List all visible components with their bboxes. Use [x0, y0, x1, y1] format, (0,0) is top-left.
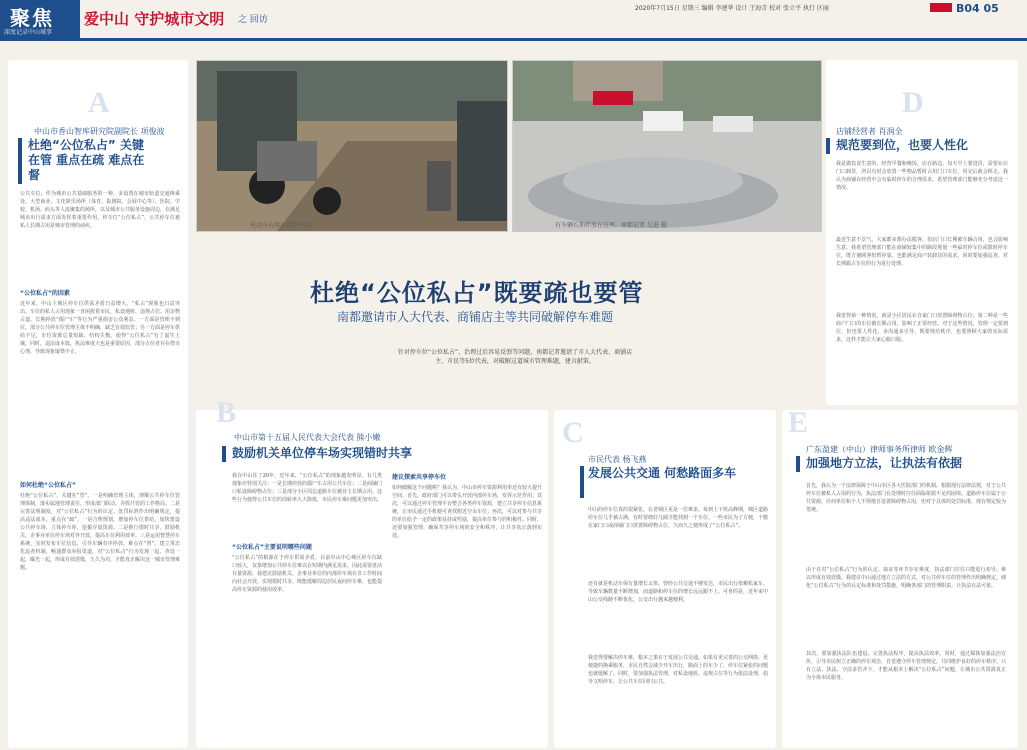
section-body-3: 其次，要加强执法队伍建设，完善执法程序，提高执法效率。同时，通过媒体加强法治宣传，引导市民树立正确的停车观念，自觉遵守停车管理规定，共同维护良好的停车秩序。只有立法、执法、守法多管齐下，才能从根本上解决“公位私占”问题，让城市公共资源真正为全体市民服务。: [806, 651, 1006, 681]
section-c-panel: [554, 410, 776, 748]
section-body-3: 如何破解这个问题呢？我认为，中山市停车资源利用率还有较大提升空间。首先，政府部门可以带头开放内部停车场，发挥示范作用；其次，可以通过停车管理平台整合各类停车资源，建立共享停车信息系统，让市民通过手机便可查找附近空余车位；再次，可以对参与共享的单位给予一定的政策扶持或奖励，提高单位参与的积极性。同时，还要加强管理，确保共享停车场的安全和秩序，让共享真正落到实处。: [392, 485, 542, 539]
section-letter: A: [88, 86, 110, 119]
section-author: 市民代表 杨飞燕: [588, 455, 647, 464]
section-author: 广东盈建（中山）律师事务所律师 欧金辉: [806, 445, 953, 454]
red-tag: [930, 3, 952, 12]
section-e-panel: [782, 406, 1018, 748]
section-letter: D: [902, 86, 924, 119]
title-bar: [826, 138, 830, 154]
section-body-1: 我是做饮食生意的，经营早餐和晚饭，店在路边。每天早上要进货，需要在店门口卸货，所以有时会放置一些物品暂时占用门口车位，用完后就会移走。我认为商铺在经营中会有临时停车的合理需求，希望管理部门能够充分考虑这一情况。: [836, 161, 1008, 191]
section-subhead-1: “公位私占”的因素: [20, 290, 70, 297]
title-bar: [796, 456, 800, 472]
campaign-banner-sub: 之 回访: [238, 15, 268, 25]
section-d-panel: [826, 60, 1018, 405]
main-headline: 杜绝“公位私占”既要疏也要管: [310, 279, 644, 307]
section-subhead-2: 建议探索共享停车位: [392, 474, 447, 481]
main-subheadline: 南都邀请市人大代表、商铺店主等共同破解停车难题: [337, 310, 614, 324]
section-body-1: 中山的停车位真的很紧张，在老城区更是一位难求。每到上下班高峰期，城区道路停车位几乎被占满，有时要绕好几圈才能找到一个车位。一些市民为了方便，干脆在家门口或商铺门口放置障碍物占位，久而久之便形成了“公位私占”。: [588, 507, 768, 529]
photo-1-caption: 电动车占用公共停车位。: [250, 222, 317, 229]
section-logo: [0, 0, 80, 38]
section-author: 中山市香山智库研究院副院长 项俊波: [34, 127, 165, 136]
section-subhead-2: 如何杜绝“公位私占”: [20, 482, 76, 489]
section-body-2: 还有就是机动车保有量增长太快。曾经公共交通不够发达，市民出行依赖私家车，导致车辆数量不断增加，而道路和停车位的增长远远跟不上。可喜的是，近年来中山公交线路不断优化，公交出行越来越便利。: [588, 581, 768, 603]
section-author: 店铺经营者 肖润全: [836, 127, 903, 136]
photo-covered-car-illustration: [513, 61, 821, 231]
title-bar: [222, 446, 226, 462]
section-body-2: 由于在对“公位私占”行为的认定、取证等环节存在难度，执法部门往往只能进行劝导，难以形成有效震慑。我建议中山通过地方立法的方式，对公共停车位的管理作出明确规定，细化“公位私占”行为的认定标准和处罚措施，明确各部门的管理职责，让执法有法可依。: [806, 567, 1006, 589]
section-title: 杜绝“公位私占” 关键在管 重点在疏 难点在督: [28, 138, 145, 182]
section-letter: E: [788, 406, 809, 439]
section-letter: C: [562, 416, 584, 449]
section-author: 中山市第十五届人民代表大会代表 熊小嫩: [234, 433, 381, 442]
section-title: 鼓励机关单位停车场实现错时共享: [232, 446, 413, 460]
page-number: B04 05: [956, 2, 999, 15]
section-body-3: 我觉得要解决停车难，根本之策在于发展公共交通。如果有更完善的公交网络、更便捷的换乘服务，市民自然会减少开车出行，路面上的车少了，停车位紧张的问题也就缓解了。同时，要加强执法管理，对私设地桩、违规占位等行为依法处理，倡导文明停车，让公共车位回归公共。: [588, 655, 768, 685]
section-body-1: 公共车位，作为城市公共基础服务的一种，多设置在城市轨道交通换乘处、大型商业、文化娱乐场所（体育、影剧院、会展中心等）、医院、学校、机场、码头等人流聚集的场所，以及城市公共服务设施周边，在满足城市出行需求方面发挥着重要作用。停车位“公位私占”，公共停车位被私人长期占用是城市管理的顽疾。: [20, 191, 180, 229]
section-letter: B: [216, 396, 237, 429]
section-logo-subtext: 深度记录中山城事: [4, 29, 53, 36]
section-a-panel: [8, 60, 188, 748]
photo-covered-car: [512, 60, 822, 232]
section-title: 发展公共交通 何愁路面多车: [588, 466, 737, 480]
section-body-2: 最近生意不景气，大家都多想办法揽客。但店门口长期被车辆占用，也会影响生意。我希望管理部门能在商铺较集中的路段规划一些临时停车位或限时停车位，既方便顾客短暂停靠，也能满足商户装卸货的需求，同时要加强巡查，对长期霸占车位的行为进行处理。: [836, 237, 1008, 267]
section-body-1: 首先，我认为一个法律保障于中山市区各大医院部门的机制。根据现行法律法规，对于公共停车位被私人占用的行为，执法部门在处理时往往面临依据不足的困境。道路停车位属于公共资源，任何单位和个人不得擅自设置障碍物占用，但对于具体的处罚标准，现有规定较为笼统。: [806, 483, 1006, 513]
title-bar: [580, 466, 584, 498]
section-body-1: 我在中山住了20年，近年来，“公位私占”的现象越发明显。有几类现象应特别关注：一是长期停放的僵尸车占用公共车位；二是商铺门口私设障碍物占位；三是部分小区周边道路车位被业主长期占用。这些行为使得公共车位的周转率大大降低，市民停车难问题更加突出。: [232, 473, 382, 503]
section-logo-text: 聚焦: [10, 6, 54, 30]
section-b-panel: [196, 396, 548, 748]
section-subhead-1: “公位私占”主要说明哪些问题: [232, 544, 312, 551]
photo-2-caption: 有车辆长期停放在这里。南都记者 吴进 摄: [555, 222, 667, 229]
section-title: 加强地方立法，让执法有依据: [806, 456, 963, 470]
photo-ebike-parking-illustration: [197, 61, 507, 231]
photo-ebike-parking: [196, 60, 508, 232]
lead-paragraph: 针对停车位“公位私占”、治理过后容易反弹等问题，南都记者邀请了市人大代表、商铺店主、市民等5位代表，对破解这道城市管理难题，建言献策。: [397, 349, 633, 365]
section-body-2: 近年来，中山主城区停车位供需矛盾日益增大，“私占”现象也日益突出。车位的私人占用现象一直困扰着市民，私设地桩、违规占位、用杂物占道、长期停放“僵尸车”等行为严重损害公众利益。一方面是管理不到位，部分公共停车位管理主体不明确，缺乏有效监管；另一方面是停车供给不足，车位资源总量短缺、结构失衡，使得“公位私占”有了滋生土壤。同时，违法成本低、执法难度大也是重要原因，部分占位者存在侥幸心理，导致现象屡禁不止。: [20, 301, 180, 355]
section-body-3: 杜绝“公位私占”，关键在“管”。一是明确管理主体，理顺公共停车位管理体制，落实属地管理责任，形成部门联动、齐抓共管的工作格局。二是完善法规制度，对“公位私占”行为的认定、处罚标准作出明确规定，提高违法成本。重点在“疏”。一是合理规划，增加停车位供给，加快建设公共停车场、立体停车库，挖掘存量资源。二是推行错时共享，鼓励机关、企事业单位停车场对外开放，提高车位利用效率。三是运用智慧停车系统，实时发布车位信息，引导车辆有序停放。难点在“督”。建立常态化巡查机制，畅通群众举报渠道，对“公位私占”行为发现一起、查处一起，曝光一起，形成有效震慑，久久为功，才能真正解决这一城市管理难题。: [20, 493, 180, 571]
section-body-2: “公位私占”的根源在于停车供需矛盾。目前中山中心城区停车位缺口较大，仅靠增加公共停车位难以在短期内满足需求，因此需要盘活存量资源。我建议鼓励机关、企事业单位的内部停车场在非工作时间向社会开放，实现错时共享，既能缓解周边居民夜间停车难，也能提高停车资源的使用效率。: [232, 555, 382, 593]
section-body-3: 我觉得第一种情况，就是小区居民在自家门口放置障碍物占位；第二种是一些商户门口的车位被长期占用，影响了正常经营。对于这些情况，管理一定要到位，但也要人性化，多沟通多引导，既要规范秩序，也要照顾大家的实际需求，这样才能让大家心服口服。: [836, 313, 1008, 343]
section-title: 规范要到位，也要人性化: [836, 138, 969, 152]
issue-meta: 2020年7月15日 星期三 编辑 李建华 设计 王海青 校对 张立平 执行 区丽: [635, 5, 829, 12]
title-bar: [18, 138, 22, 184]
campaign-banner: 爱中山 守护城市文明: [84, 10, 225, 28]
